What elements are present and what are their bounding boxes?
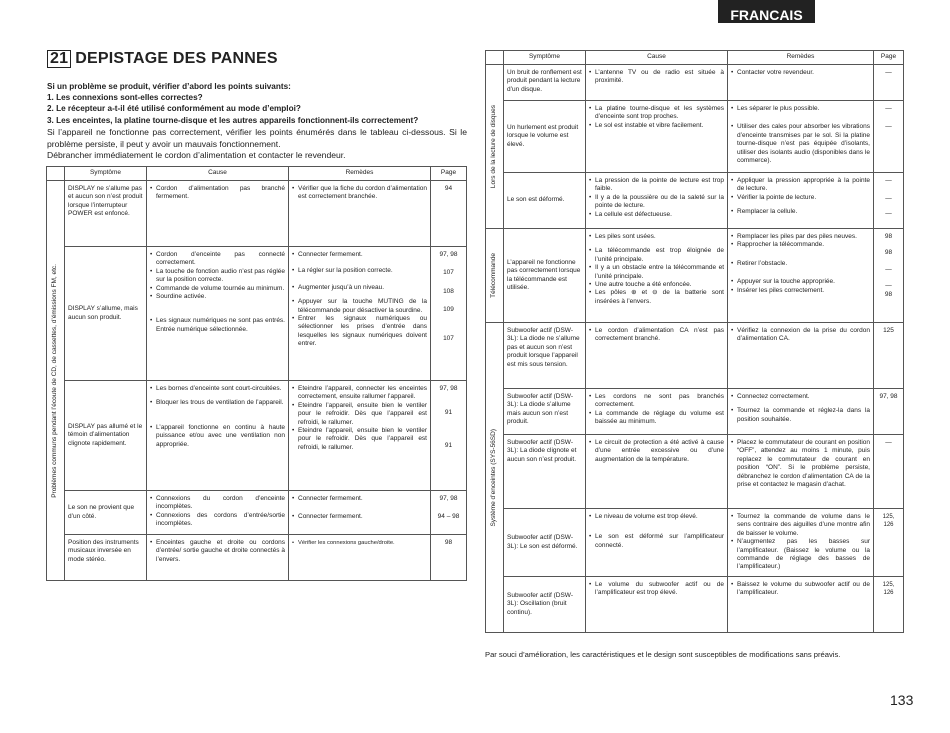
cause-cell (586, 577, 728, 633)
page-cell (874, 65, 904, 101)
cause-item: • Le circuit de protection a été activé à cause d’une entrée excessive ou d’une augmentation de la température. (589, 439, 724, 464)
page-ref: — (885, 105, 892, 112)
cause-item: • La platine tourne-disque et les systèmes d’enceinte sont trop proches. (589, 105, 724, 122)
cause-item: • Les pôles ⊕ et ⊖ de la batterie sont insérées à l’envers. (589, 289, 724, 306)
page-number: 133 (890, 692, 914, 708)
footer-note: Par souci d’amélioration, les caractéristiques et le design sont susceptibles de modifications sans préavis. (485, 650, 841, 659)
cause-cell (147, 181, 289, 247)
section-number: 21 (47, 50, 71, 68)
intro-checklist (47, 81, 467, 126)
header-remedy: Remèdes (289, 167, 431, 181)
page-ref: 108 (443, 287, 454, 295)
symptom-cell: Position des instruments musicaux inversée en mode stéréo. (65, 535, 147, 581)
symptom-cell: DISPLAY s’allume, mais aucun son produit. (65, 247, 147, 381)
cause-cell (147, 491, 289, 535)
page-ref: — (885, 123, 892, 131)
remedy-item: • Rapprocher la télécommande. (731, 241, 870, 249)
cause-item: • Les cordons ne sont pas branchés correctement. (589, 393, 724, 410)
category-cell (486, 229, 504, 323)
symptom-cell: Un bruit de ronflement est produit pendant la lecture d’un disque. (504, 65, 586, 101)
intro-line: 1. Les connexions sont-elles correctes? (47, 93, 203, 103)
remedy-item: • Entrer les signaux numériques ou sélectionner les prises d’entrée dans lesquelles les signaux numériques doivent entrer. (292, 315, 427, 349)
remedy-item: • Vérifier que la fiche du cordon d’alimentation est correctement branchée. (292, 185, 427, 202)
page-ref: 91 (444, 409, 453, 417)
remedy-cell (289, 381, 431, 491)
cause-item: • Les piles sont usées. (589, 233, 724, 241)
symptom-cell: Un hurlement est produit lorsque le volume est élevé. (504, 101, 586, 173)
page-cell (874, 229, 904, 323)
remedy-item: • Remplacer la cellule. (731, 208, 870, 216)
remedy-item: • N’augmentez pas les basses sur l’amplificateur. (Baissez le volume ou la commande de réglage des basses de l’amplificateur.) (731, 538, 870, 572)
header-blank (486, 51, 504, 65)
page-ref: — (885, 209, 892, 217)
page-ref: 125 (883, 327, 894, 334)
cause-item: • Le cordon d’alimentation CA n’est pas correctement branché. (589, 327, 724, 344)
intro-line: Si un problème se produit, vérifier d’abord les points suivants: (47, 82, 291, 91)
remedy-item: • Eteindre l’appareil, ensuite bien le ventiler pour le refroidir. Dès que l’appareil est refroidi, le rallumer. (292, 427, 427, 452)
symptom-cell: DISPLAY ne s’allume pas et aucun son n’est produit lorsque l’interrupteur POWER est enfoncé. (65, 181, 147, 247)
cause-item: • Une autre touche a été enfoncée. (589, 281, 724, 289)
page-cell (431, 381, 467, 491)
page-ref: — (885, 195, 892, 203)
cause-item: • Bloquer les trous de ventilation de l’appareil. (150, 399, 285, 407)
remedy-item: • Les séparer le plus possible. (731, 105, 870, 113)
symptom-cell: Subwoofer actif (DSW-3L): Le son est déformé. (504, 509, 586, 577)
cause-cell (586, 389, 728, 435)
page-cell (874, 173, 904, 229)
page-ref: — (885, 439, 892, 446)
page-ref: 94 (444, 185, 453, 192)
header-symptom: Symptôme (65, 167, 147, 181)
remedy-cell (728, 173, 874, 229)
intro-line: 2. Le récepteur a-t-il été utilisé conformément au mode d’emploi? (47, 104, 301, 114)
header-page: Page (431, 167, 467, 181)
remedy-item: • Vérifier la pointe de lecture. (731, 194, 870, 202)
cause-cell (586, 101, 728, 173)
header-remedy: Remèdes (728, 51, 874, 65)
cause-item: • Sourdine activée. (150, 293, 285, 301)
cause-item: • Connexions du cordon d’enceinte incomplètes. (150, 495, 285, 512)
page-ref: 109 (443, 306, 454, 314)
page-ref: 91 (444, 441, 453, 449)
remedy-cell (728, 577, 874, 633)
cause-item: • Cordon d’alimentation pas branché fermement. (150, 185, 285, 202)
page-ref: 94 – 98 (437, 513, 460, 521)
page-ref: 98 (444, 539, 453, 546)
cause-item: • Le niveau de volume est trop élevé. (589, 513, 724, 521)
page-ref: — (885, 177, 892, 184)
remedy-item: • Tournez la commande et réglez-la dans la position souhaitée. (731, 407, 870, 424)
cause-item: • Il y a de la poussière ou de la saleté sur la pointe de lecture. (589, 194, 724, 211)
category-cell (486, 323, 504, 633)
page-ref: — (885, 282, 892, 290)
cause-item: • La commande de réglage du volume est baissée au minimum. (589, 410, 724, 427)
remedy-item: • Connectez correctement. (731, 393, 870, 401)
cause-item: • La cellule est défectueuse. (589, 211, 724, 219)
page-ref: 97, 98 (439, 385, 458, 392)
cause-item: • La pression de la pointe de lecture est trop faible. (589, 177, 724, 194)
section-title (47, 50, 278, 68)
remedy-item: • Tournez la commande de volume dans le sens contraire des aiguilles d’une montre afin de baisser le volume. (731, 513, 870, 538)
intro-paragraph (47, 127, 467, 162)
cause-item: • Enceintes gauche et droite ou cordons d’entrée/ sortie gauche et droite connectés à l’envers. (150, 539, 285, 564)
page-ref: 97, 98 (879, 393, 898, 400)
symptom-cell: Subwoofer actif (DSW-3L): La diode s’allume mais aucun son n’est produit. (504, 389, 586, 435)
remedy-cell (728, 389, 874, 435)
remedy-item: • Eteindre l’appareil, connecter les enceintes correctement, ensuite rallumer l’appareil. (292, 385, 427, 402)
remedy-cell (289, 247, 431, 381)
symptom-cell: Le son est déformé. (504, 173, 586, 229)
category-cell (47, 181, 65, 581)
remedy-cell (728, 229, 874, 323)
remedy-item: • Insérer les piles correctement. (731, 287, 870, 295)
symptom-cell: L’appareil ne fonctionne pas correctement lorsque la télécommande est utilisée. (504, 229, 586, 323)
cause-item: • Le volume du subwoofer actif ou de l’amplificateur est trop élevé. (589, 581, 724, 598)
symptom-cell: DISPLAY pas allumé et le témoin d’alimentation clignote rapidement. (65, 381, 147, 491)
category-label: Lors de la lecture de disques (490, 104, 498, 189)
cause-item: • La télécommande est trop éloignée de l’unité principale. (589, 247, 724, 264)
cause-item: • Il y a un obstacle entre la télécommande et l’unité principale. (589, 264, 724, 281)
page-ref: 107 (443, 334, 454, 342)
remedy-cell (289, 491, 431, 535)
page-ref: 125, 126 (882, 514, 895, 529)
symptom-cell: Subwoofer actif (DSW-3L): La diode clignote et aucun son n’est produit. (504, 435, 586, 509)
cause-cell (586, 229, 728, 323)
header-symptom: Symptôme (504, 51, 586, 65)
remedy-cell (728, 435, 874, 509)
cause-item: • Les bornes d’enceinte sont court-circuitées. (150, 385, 285, 393)
remedy-cell (728, 323, 874, 389)
cause-item: • Le son est déformé sur l’amplificateur connecté. (589, 533, 724, 550)
remedy-item: • Placez le commutateur de courant en position “OFF”, attendez au moins 1 minute, puis replacez le commutateur de courant en position “ON”. Si le problème persiste, débranchez le cordon d’alimentation CA de la prise et contactez le magasin d’achat. (731, 439, 870, 489)
remedy-cell (728, 509, 874, 577)
cause-item: • Connexions des cordons d’entrée/sortie incomplètes. (150, 512, 285, 529)
page-ref: — (885, 69, 892, 76)
page-ref: 98 (884, 233, 893, 240)
header-cause: Cause (147, 167, 289, 181)
category-label: Système d’enceintes (SYS-56SD) (490, 428, 498, 527)
header-blank (47, 167, 65, 181)
cause-cell (586, 435, 728, 509)
remedy-item: • Vérifiez la connexion de la prise du cordon d’alimentation CA. (731, 327, 870, 344)
remedy-item: • Retirer l’obstacle. (731, 260, 870, 268)
cause-cell (586, 173, 728, 229)
remedy-cell (289, 535, 431, 581)
cause-cell (586, 509, 728, 577)
cause-item: • L’appareil fonctionne en continu à haute puissance et/ou avec une ventilation non appropriée. (150, 424, 285, 449)
page-cell (431, 181, 467, 247)
page-ref: — (885, 265, 892, 273)
remedy-item: • Appuyer sur la touche MUTING de la télécommande pour désactiver la sourdine. (292, 298, 427, 315)
cause-item: • Commande de volume tournée au minimum. (150, 285, 285, 293)
remedy-item: • Connecter fermement. (292, 251, 427, 259)
cause-item: • La touche de fonction audio n’est pas réglée sur la position correcte. (150, 268, 285, 285)
page-ref: 98 (884, 249, 893, 257)
remedy-item: • Vérifier les connexions gauche/droite. (292, 539, 427, 547)
page-ref: 107 (443, 269, 454, 277)
section-title-text: DEPISTAGE DES PANNES (75, 50, 278, 67)
cause-item: • Le sol est instable et vibre facilement. (589, 122, 724, 130)
page-cell (874, 101, 904, 173)
page-cell (874, 323, 904, 389)
cause-cell (147, 535, 289, 581)
page-ref: 98 (884, 290, 893, 298)
remedy-item: • Contacter votre revendeur. (731, 69, 870, 77)
page-ref: 125, 126 (882, 582, 895, 597)
category-label: Télécommande (490, 253, 498, 298)
remedy-item: • Eteindre l’appareil, ensuite bien le ventiler pour le refroidir. Dès que l’appareil est refroidi, le rallumer. (292, 402, 427, 427)
page-cell (431, 535, 467, 581)
remedy-item: • Utiliser des cales pour absorber les vibrations d’enceinte transmises par le sol. Si la platine tourne-disque n’est pas équipée d’isolants, utiliser des isolants audio (disponibles dans le commerce). (731, 123, 870, 165)
cause-item: • L’antenne TV ou de radio est située à proximité. (589, 69, 724, 86)
cause-cell (147, 381, 289, 491)
page-cell (874, 389, 904, 435)
page-cell (874, 509, 904, 577)
header-page: Page (874, 51, 904, 65)
cause-cell (147, 247, 289, 381)
remedy-item: • Appuyer sur la touche appropriée. (731, 278, 870, 286)
page-cell (431, 247, 467, 381)
remedy-cell (728, 101, 874, 173)
cause-item: • Cordon d’enceinte pas connecté correctement. (150, 251, 285, 268)
remedy-item: • Connecter fermement. (292, 495, 427, 503)
left-troubleshooting-table (46, 166, 467, 581)
category-cell (486, 65, 504, 229)
symptom-cell: Subwoofer actif (DSW-3L): La diode ne s’allume pas et aucun son n’est produit lorsque l’appareil est mis sous tension. (504, 323, 586, 389)
page-ref: 97, 98 (439, 495, 458, 502)
remedy-item: • Baissez le volume du subwoofer actif ou de l’amplificateur. (731, 581, 870, 598)
remedy-item: • Remplacer les piles par des piles neuves. (731, 233, 870, 241)
symptom-cell: Subwoofer actif (DSW-3L): Oscillation (bruit continu). (504, 577, 586, 633)
category-label: Problèmes communs pendant l’écoute de CD, de cassettes, d’émissions FM, etc. (51, 263, 59, 498)
remedy-cell (728, 65, 874, 101)
intro-paragraph-text: Si l’appareil ne fonctionne pas correctement, vérifier les points énumérés dans le tableau ci-dessous. Si le problème persiste, il peut y avoir un mauvais fonctionnement. (47, 127, 467, 149)
intro-paragraph-text-2: Débrancher immédiatement le cordon d’alimentation et contacter le revendeur. (47, 150, 346, 160)
cause-cell (586, 65, 728, 101)
header-cause: Cause (586, 51, 728, 65)
right-troubleshooting-table (485, 50, 904, 633)
remedy-item: • Augmenter jusqu’à un niveau. (292, 284, 427, 292)
language-tab: FRANCAIS (718, 0, 815, 23)
intro-line: 3. Les enceintes, la platine tourne-disque et les autres appareils fonctionnent-ils correctement? (47, 115, 419, 125)
remedy-item: • Connecter fermement. (292, 513, 427, 521)
cause-item: • Les signaux numériques ne sont pas entrés. Entrée numérique sélectionnée. (150, 317, 285, 334)
remedy-item: • La régler sur la position correcte. (292, 267, 427, 275)
page-ref: 97, 98 (439, 251, 458, 258)
page-cell (431, 491, 467, 535)
page-cell (874, 435, 904, 509)
remedy-item: • Appliquer la pression appropriée à la pointe de lecture. (731, 177, 870, 194)
cause-cell (586, 323, 728, 389)
remedy-cell (289, 181, 431, 247)
symptom-cell: Le son ne provient que d’un côté. (65, 491, 147, 535)
page-cell (874, 577, 904, 633)
